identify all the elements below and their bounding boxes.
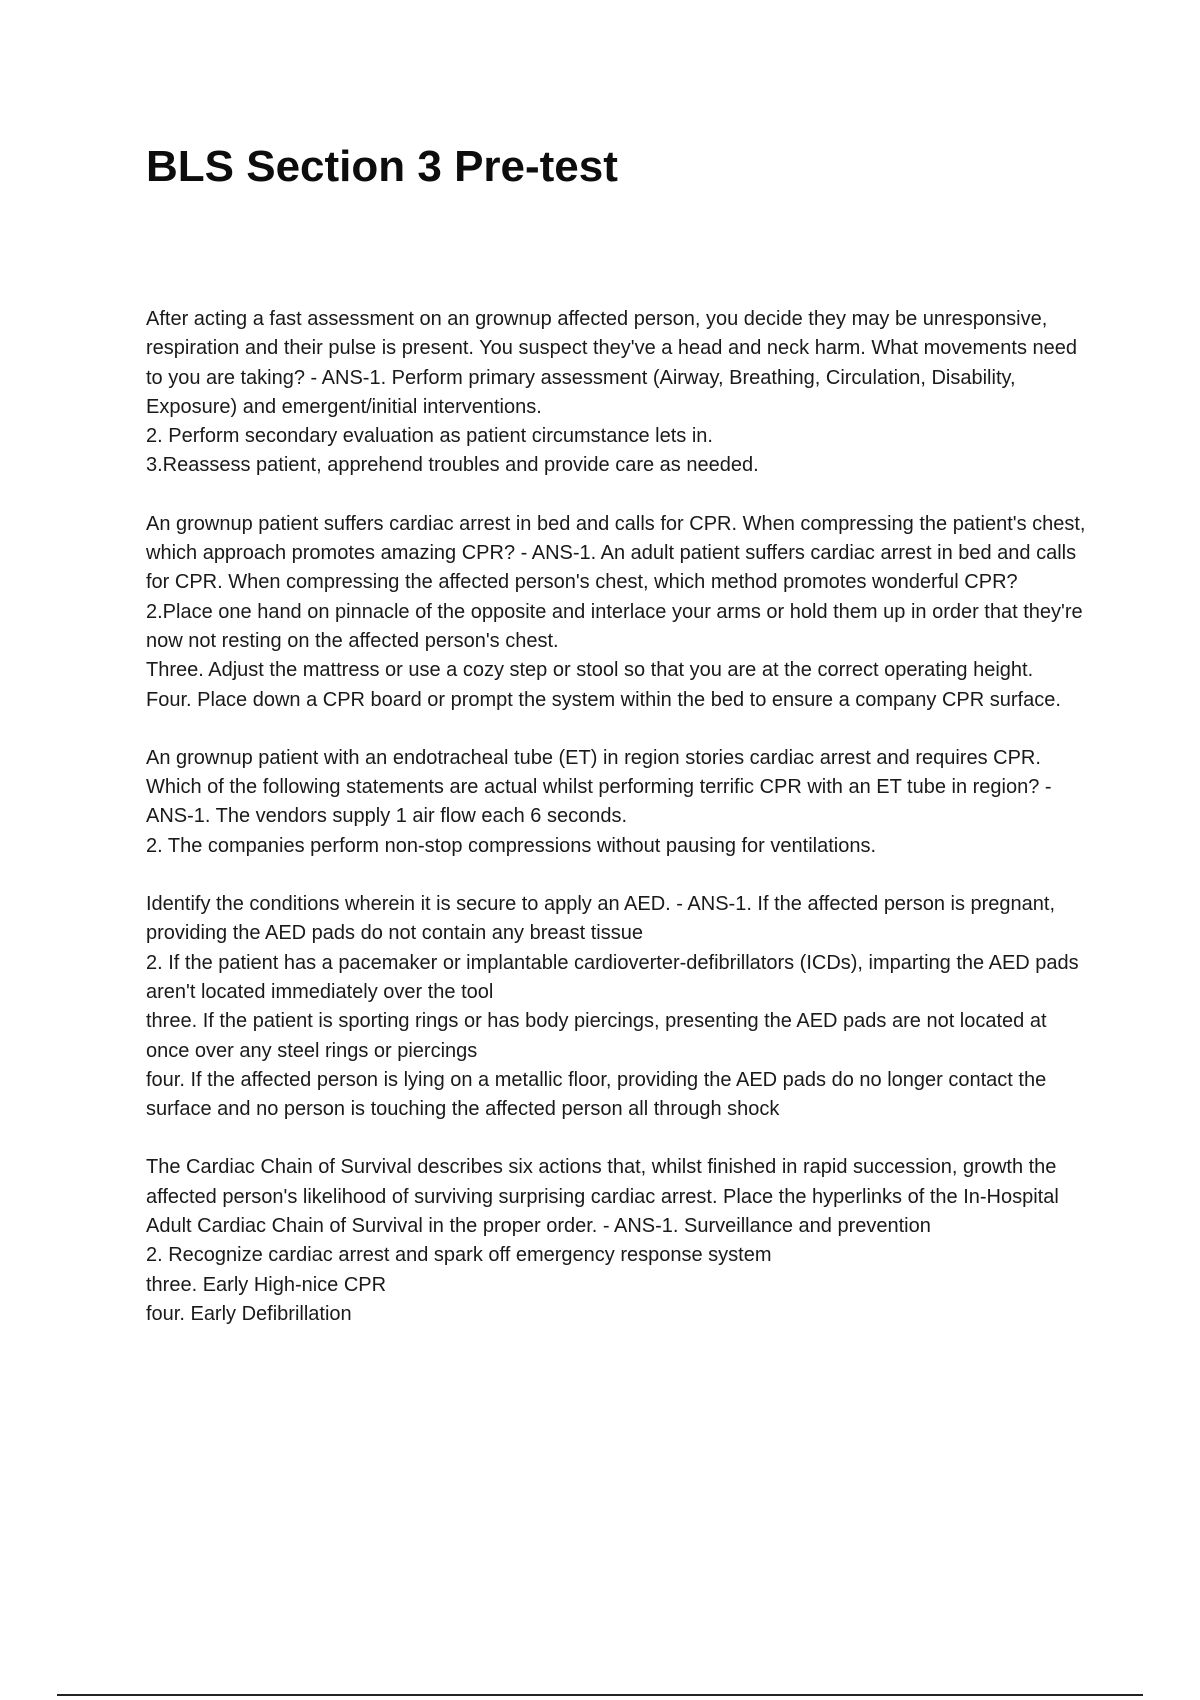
answer-line: three. Early High-nice CPR <box>146 1273 387 1296</box>
answer-line: 2. Recognize cardiac arrest and spark off emergency response system <box>146 1244 772 1267</box>
page-title: BLS Section 3 Pre-test <box>146 142 618 191</box>
answer-line: 3.Reassess patient, apprehend troubles and provide care as needed. <box>146 454 759 477</box>
qa-block-2 <box>146 510 1091 715</box>
answer-line: Three. Adjust the mattress or use a cozy step or stool so that you are at the correct operating height. <box>146 659 1034 682</box>
answer-line: four. If the affected person is lying on a metallic floor, providing the AED pads do no longer contact the surface and no person is touching the affected person all through shock <box>146 1068 1047 1121</box>
question-text: Identify the conditions wherein it is secure to apply an AED. - ANS-1. If the affected person is pregnant, providing the AED pads do not contain any breast tissue <box>146 893 1056 945</box>
answer-line: four. Early Defibrillation <box>146 1302 352 1325</box>
qa-block-3 <box>146 744 1091 861</box>
question-text: The Cardiac Chain of Survival describes six actions that, whilst finished in rapid succession, growth the affected person's likelihood of surviving surprising cardiac arrest. Place the hyperlinks of the In-Hospital Adult Cardiac Chain of Survival in the proper order. - ANS-1. Surveillance and prevention <box>146 1156 1059 1238</box>
footer-divider <box>57 1694 1143 1696</box>
question-text: An grownup patient with an endotracheal tube (ET) in region stories cardiac arrest and requires CPR. Which of the following statements are actual whilst performing terrific CPR with an ET tube in region? - ANS-1. The vendors supply 1 air flow each 6 seconds. <box>146 746 1052 828</box>
qa-block-5 <box>146 1153 1091 1329</box>
question-text: An grownup patient suffers cardiac arrest in bed and calls for CPR. When compressing the patient's chest, which approach promotes amazing CPR? - ANS-1. An adult patient suffers cardiac arrest in bed and calls for CPR. When compressing the affected person's chest, which method promotes wonderful CPR? <box>146 512 1086 594</box>
answer-line: 2.Place one hand on pinnacle of the opposite and interlace your arms or hold them up in order that they're now not resting on the affected person's chest. <box>146 600 1083 652</box>
qa-block-1 <box>146 305 1091 481</box>
answer-line: three. If the patient is sporting rings or has body piercings, presenting the AED pads are not located at once over any steel rings or piercings <box>146 1010 1047 1062</box>
qa-block-4 <box>146 890 1091 1124</box>
answer-line: 2. Perform secondary evaluation as patient circumstance lets in. <box>146 425 713 448</box>
answer-line: 2. The companies perform non-stop compressions without pausing for ventilations. <box>146 834 877 857</box>
question-text: After acting a fast assessment on an grownup affected person, you decide they may be unresponsive, respiration and their pulse is present. You suspect they've a head and neck harm. What movements need to you are taking? - ANS-1. Perform primary assessment (Airway, Breathing, Circulation, Disability, Exposure) and emergent/initial interventions. <box>146 308 1078 418</box>
document-body <box>146 305 1091 1358</box>
answer-line: Four. Place down a CPR board or prompt the system within the bed to ensure a company CPR surface. <box>146 688 1061 711</box>
answer-line: 2. If the patient has a pacemaker or implantable cardioverter-defibrillators (ICDs), imparting the AED pads aren't located immediately over the tool <box>146 951 1079 1003</box>
